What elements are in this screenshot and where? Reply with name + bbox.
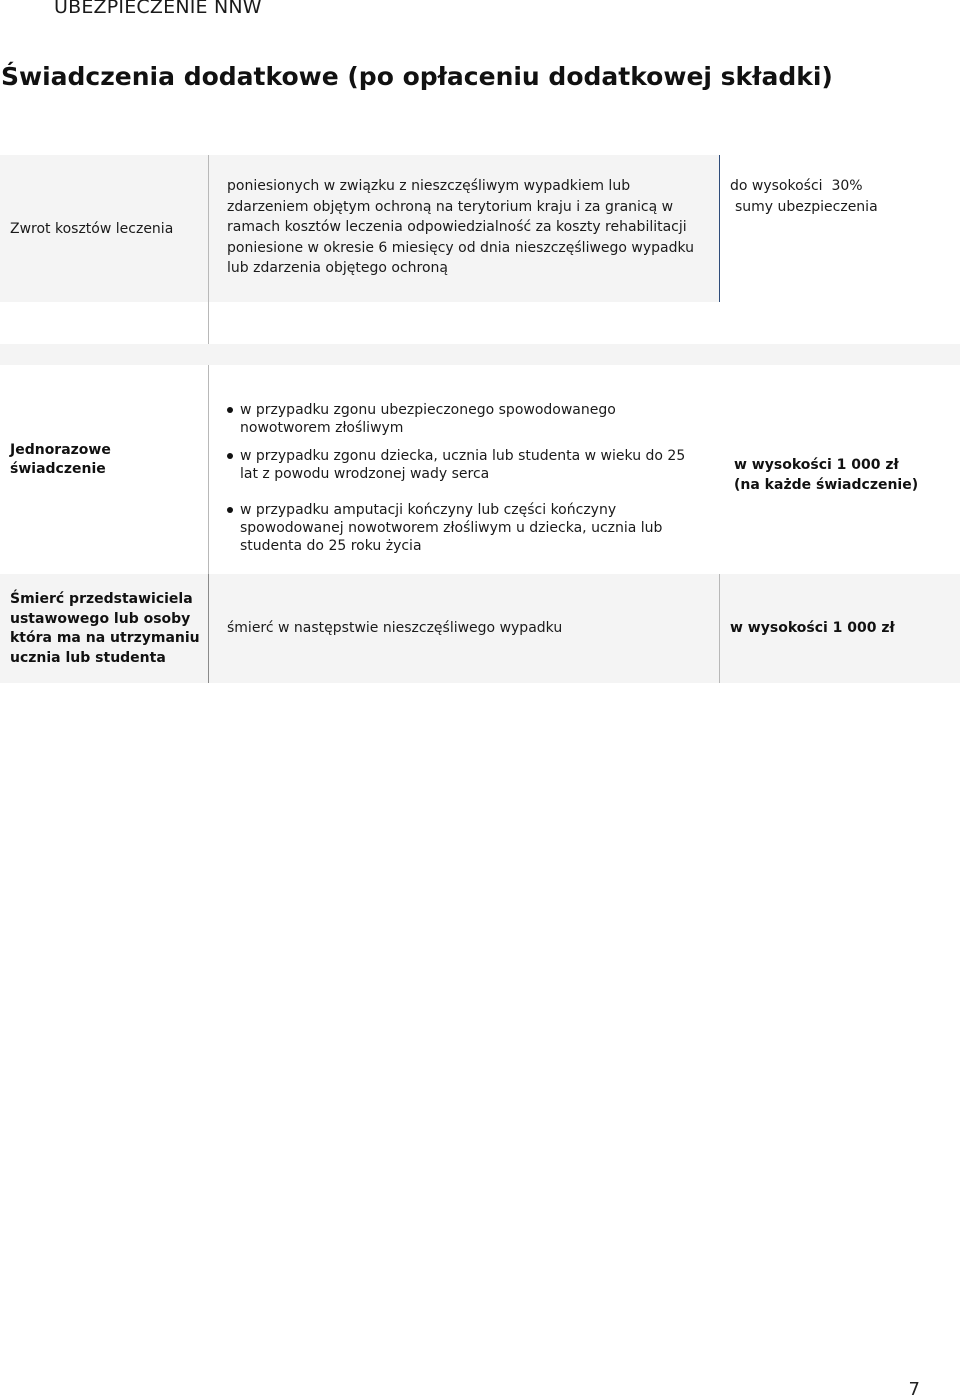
row-amount-cell [720,155,960,302]
column-divider [208,302,209,344]
table-row-medical-costs [0,155,960,302]
row-amount-line2: (na każde świadczenie) [734,477,919,493]
document-header: UBEZPIECZENIE NNW [54,0,262,18]
row-label-cell [0,365,208,574]
bullet-icon [227,407,233,413]
bullet-text: w przypadku amputacji kończyny lub części kończyny spowodowanej nowotworem złośliwym u dziecka, ucznia lub studenta do 25 roku życia [240,502,663,554]
bullet-icon [227,453,233,459]
row-amount: w wysokości 1 000 zł [730,620,895,636]
row-description-cell [209,155,719,302]
row-label-cell [0,155,208,302]
page-number: 7 [908,1379,920,1400]
row-amount-line2: sumy ubezpieczenia [735,199,878,215]
row-label: Zwrot kosztów leczenia [10,221,174,237]
table-row-one-time-benefit [0,365,960,574]
table-row-guardian-death [0,574,960,683]
row-label-cell [0,574,208,683]
row-amount-cell [720,574,960,683]
row-label: Jednorazowe świadczenie [10,442,111,477]
bullet-icon [227,507,233,513]
row-description: śmierć w następstwie nieszczęśliwego wypadku [227,620,563,636]
row-amount-cell [720,365,960,574]
column-divider [719,574,720,683]
row-description-cell [209,365,719,574]
table-separator-band [0,344,960,365]
section-title: Świadczenia dodatkowe (po opłaceniu dodatkowej składki) [1,62,833,91]
list-item [227,501,695,555]
column-divider [719,155,720,302]
list-item [227,447,695,483]
bullet-text: w przypadku zgonu dziecka, ucznia lub studenta w wieku do 25 lat z powodu wrodzonej wady serca [240,448,686,482]
bullet-text: w przypadku zgonu ubezpieczonego spowodowanego nowotworem złośliwym [240,402,616,436]
row-label: Śmierć przedstawiciela ustawowego lub osoby która ma na utrzymaniu ucznia lub studenta [10,591,200,666]
column-divider [208,365,209,574]
row-amount-line1: w wysokości 1 000 zł [734,457,899,473]
table-spacer [0,302,960,344]
list-item [227,401,695,437]
column-divider [208,155,209,302]
column-divider [208,574,209,683]
row-description-cell [209,574,719,683]
row-amount-line1: do wysokości 30% [730,178,863,194]
row-description: poniesionych w związku z nieszczęśliwym wypadkiem lub zdarzeniem objętym ochroną na terytorium kraju i za granicą w ramach kosztów leczenia odpowiedzialność za koszty rehabilitacji poniesione w okresie 6 miesięcy od dnia nieszczęśliwego wypadku lub zdarzenia objętego ochroną [227,178,695,276]
